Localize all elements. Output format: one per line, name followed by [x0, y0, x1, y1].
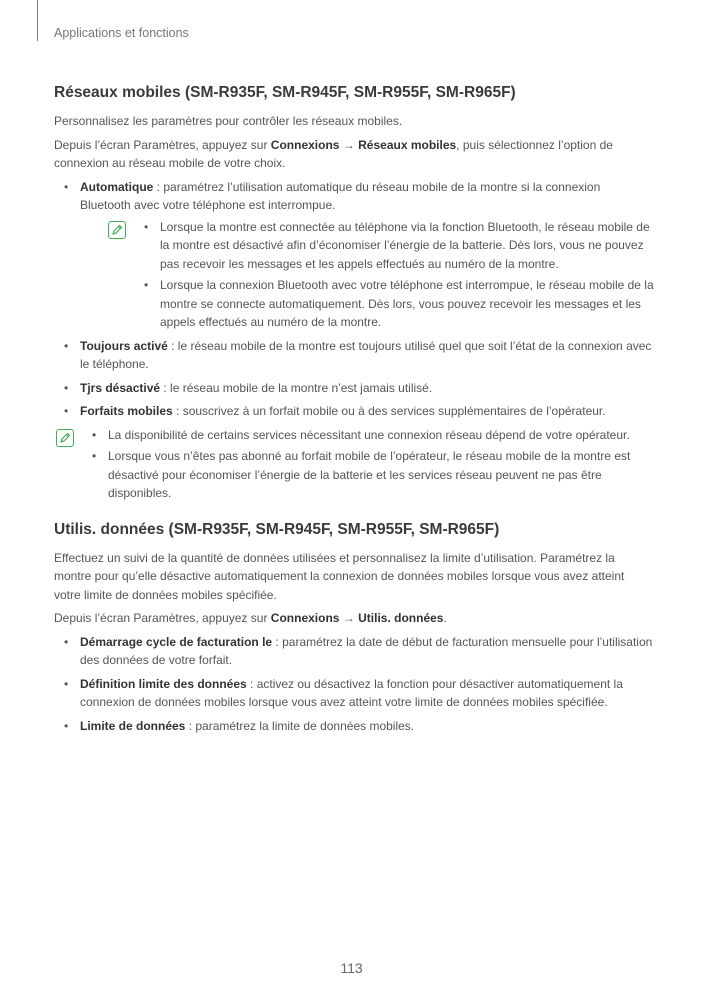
note-pencil-icon [56, 429, 74, 447]
list-item: • Forfaits mobiles : souscrivez à un forfait mobile ou à des services supplémentaires de l’opérateur. [54, 402, 654, 421]
list-item: • Démarrage cycle de facturation le : paramétrez la date de début de facturation mensuelle pour l’utilisation des données de votre forfait. [54, 633, 654, 670]
navigation-path: Depuis l’écran Paramètres, appuyez sur Connexions → Utilis. données. [54, 611, 447, 625]
option-list [54, 633, 654, 736]
note-item: • Lorsque vous n’êtes pas abonné au forfait mobile de l’opérateur, le réseau mobile de la montre est désactivé pour économiser l’énergie de la batterie et les services réseau peuvent ne pas être disponibles. [92, 447, 654, 503]
header-rule [37, 0, 38, 41]
section-title-reseaux-mobiles: Réseaux mobiles (SM-R935F, SM-R945F, SM-R955F, SM-R965F) [54, 84, 516, 101]
option-list [54, 178, 654, 421]
section-intro: Effectuez un suivi de la quantité de données utilisées et personnalisez la limite d’utilisation. Paramétrez la montre pour qu’elle désactive automatiquement la connexion de données mobiles lorsque vous avez atteint votre limite de données mobiles spécifiée. [54, 550, 625, 602]
page-number: 113 [340, 960, 363, 976]
list-item: • Tjrs désactivé : le réseau mobile de la montre n’est jamais utilisé. [54, 379, 654, 398]
list-item: • Limite de données : paramétrez la limite de données mobiles. [54, 717, 654, 736]
list-item: • Toujours activé : le réseau mobile de la montre est toujours utilisé quel que soit l’état de la connexion avec le téléphone. [54, 337, 654, 374]
note-item: • Lorsque la connexion Bluetooth avec votre téléphone est interrompue, le réseau mobile de la montre se connecte automatiquement. Dès lors, vous pouvez recevoir les messages et les appels effectués au numéro de la montre. [144, 276, 654, 332]
list-item: • Automatique : paramétrez l’utilisation automatique du réseau mobile de la montre si la connexion Bluetooth avec votre téléphone est interrompue. • Lorsque la montre est connectée au téléphone via la fonction Bluetooth, le réseau mobile de la montre est désactivé afin d’économiser l’énergie de la batterie. Dès lors, vous ne pouvez pas recevoir les messages et les appels effectués au numéro de la montre. • Lorsque la connexion Bluetooth avec votre téléphone est interrompue, le réseau mobile de la montre se connecte automatiquement. Dès lors, vous pouvez recevoir les messages et les appels effectués au numéro de la montre. [54, 178, 654, 332]
navigation-path: Depuis l’écran Paramètres, appuyez sur Connexions → Réseaux mobiles, puis sélectionnez l’option de connexion au réseau mobile de votre choix. [54, 137, 613, 170]
note-block [80, 218, 654, 332]
list-item: • Définition limite des données : activez ou désactivez la fonction pour désactiver automatiquement la connexion de données mobiles lorsque vous avez atteint votre limite de données mobiles spécifiée. [54, 675, 654, 712]
section-intro: Personnalisez les paramètres pour contrôler les réseaux mobiles. [54, 114, 403, 128]
running-head: Applications et fonctions [54, 26, 189, 40]
note-item: • La disponibilité de certains services nécessitant une connexion réseau dépend de votre opérateur. [92, 426, 654, 445]
note-item: • Lorsque la montre est connectée au téléphone via la fonction Bluetooth, le réseau mobile de la montre est désactivé afin d’économiser l’énergie de la batterie. Dès lors, vous ne pouvez pas recevoir les messages et les appels effectués au numéro de la montre. [144, 218, 654, 274]
section-title-utilis-donnees: Utilis. données (SM-R935F, SM-R945F, SM-R955F, SM-R965F) [54, 520, 500, 538]
note-pencil-icon [108, 221, 126, 239]
note-block [54, 426, 654, 503]
page-content [54, 83, 654, 740]
